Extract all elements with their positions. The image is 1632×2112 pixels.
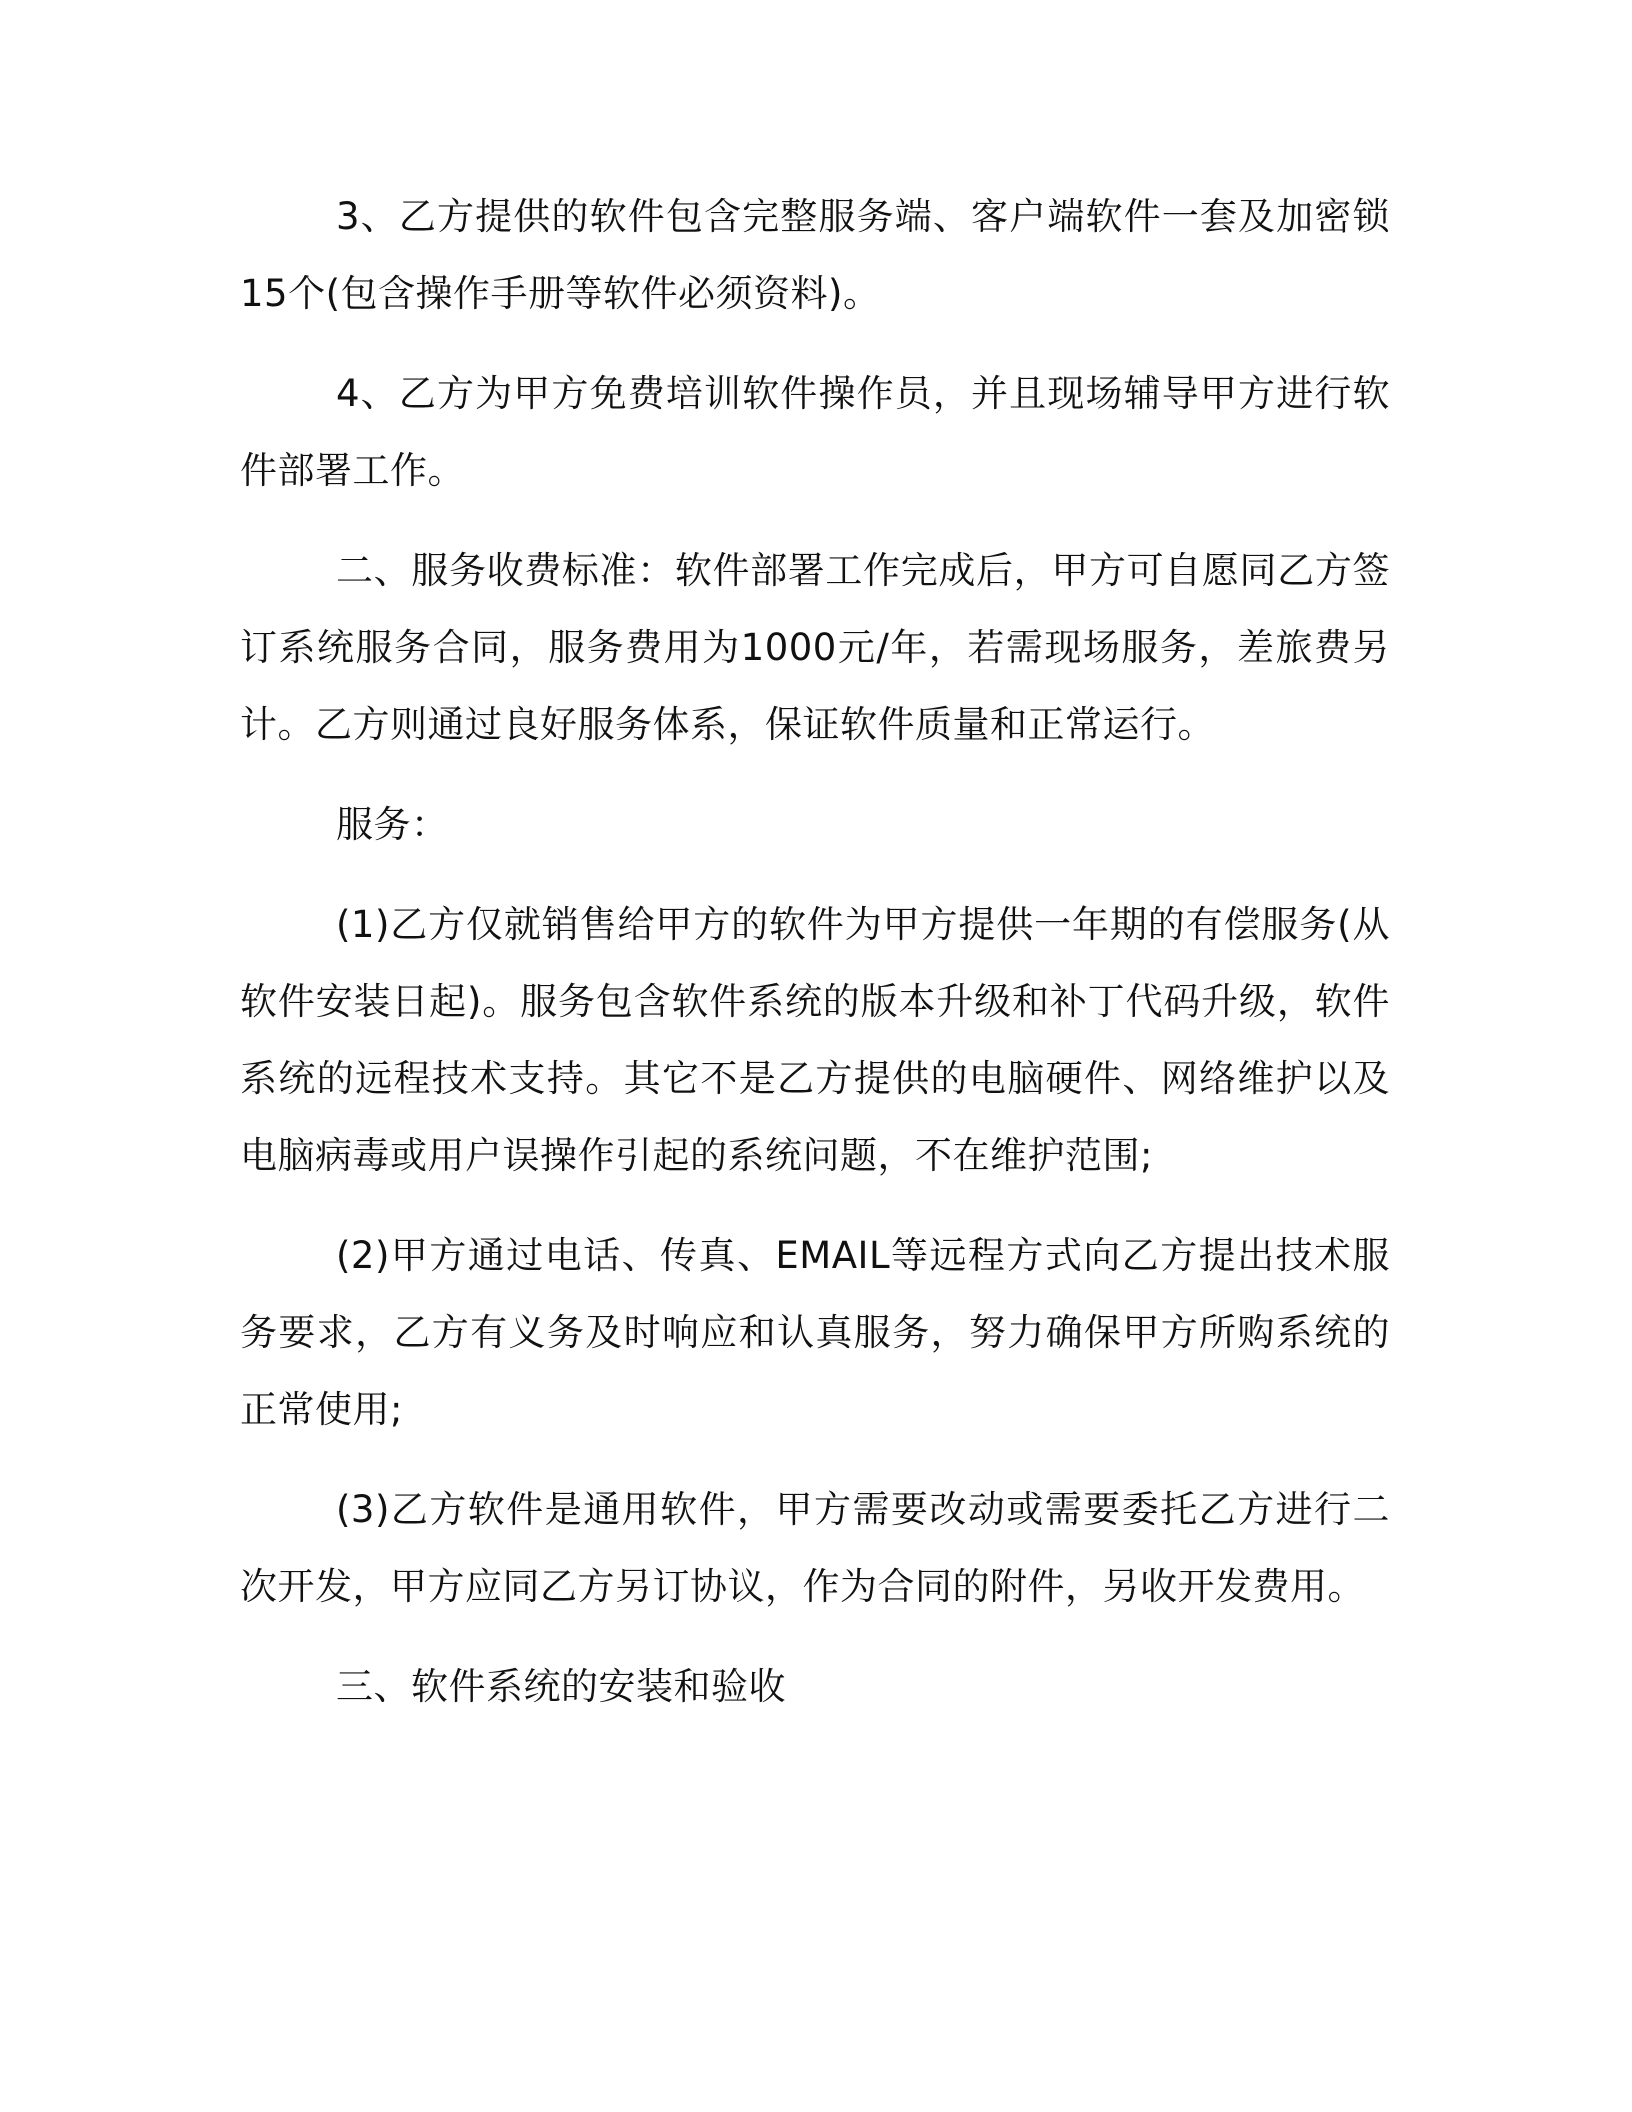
document-body	[240, 178, 1390, 1725]
section-installation-heading: 三、软件系统的安装和验收	[336, 1665, 786, 1708]
service-heading: 服务：	[336, 803, 449, 846]
service-clause-1: (1)乙方仅就销售给甲方的软件为甲方提供一年期的有偿服务(从软件安装日起)。服务包含软件系统的版本升级和补丁代码升级，软件系统的远程技术支持。其它不是乙方提供的电脑硬件、网络维护以及电脑病毒或用户误操作引起的系统问题，不在维护范围;	[240, 903, 1390, 1177]
service-clause-2: (2)甲方通过电话、传真、EMAIL等远程方式向乙方提出技术服务要求，乙方有义务及时响应和认真服务，努力确保甲方所购系统的正常使用;	[240, 1234, 1390, 1431]
section-service-fee: 二、服务收费标准：软件部署工作完成后，甲方可自愿同乙方签订系统服务合同，服务费用为1000元/年，若需现场服务，差旅费另计。乙方则通过良好服务体系，保证软件质量和正常运行。	[240, 549, 1390, 746]
service-clause-3: (3)乙方软件是通用软件，甲方需要改动或需要委托乙方进行二次开发，甲方应同乙方另订协议，作为合同的附件，另收开发费用。	[240, 1488, 1390, 1608]
paragraph-item-3: 3、乙方提供的软件包含完整服务端、客户端软件一套及加密锁15个(包含操作手册等软件必须资料)。	[240, 195, 1390, 315]
paragraph-item-4: 4、乙方为甲方免费培训软件操作员，并且现场辅导甲方进行软件部署工作。	[240, 372, 1390, 492]
